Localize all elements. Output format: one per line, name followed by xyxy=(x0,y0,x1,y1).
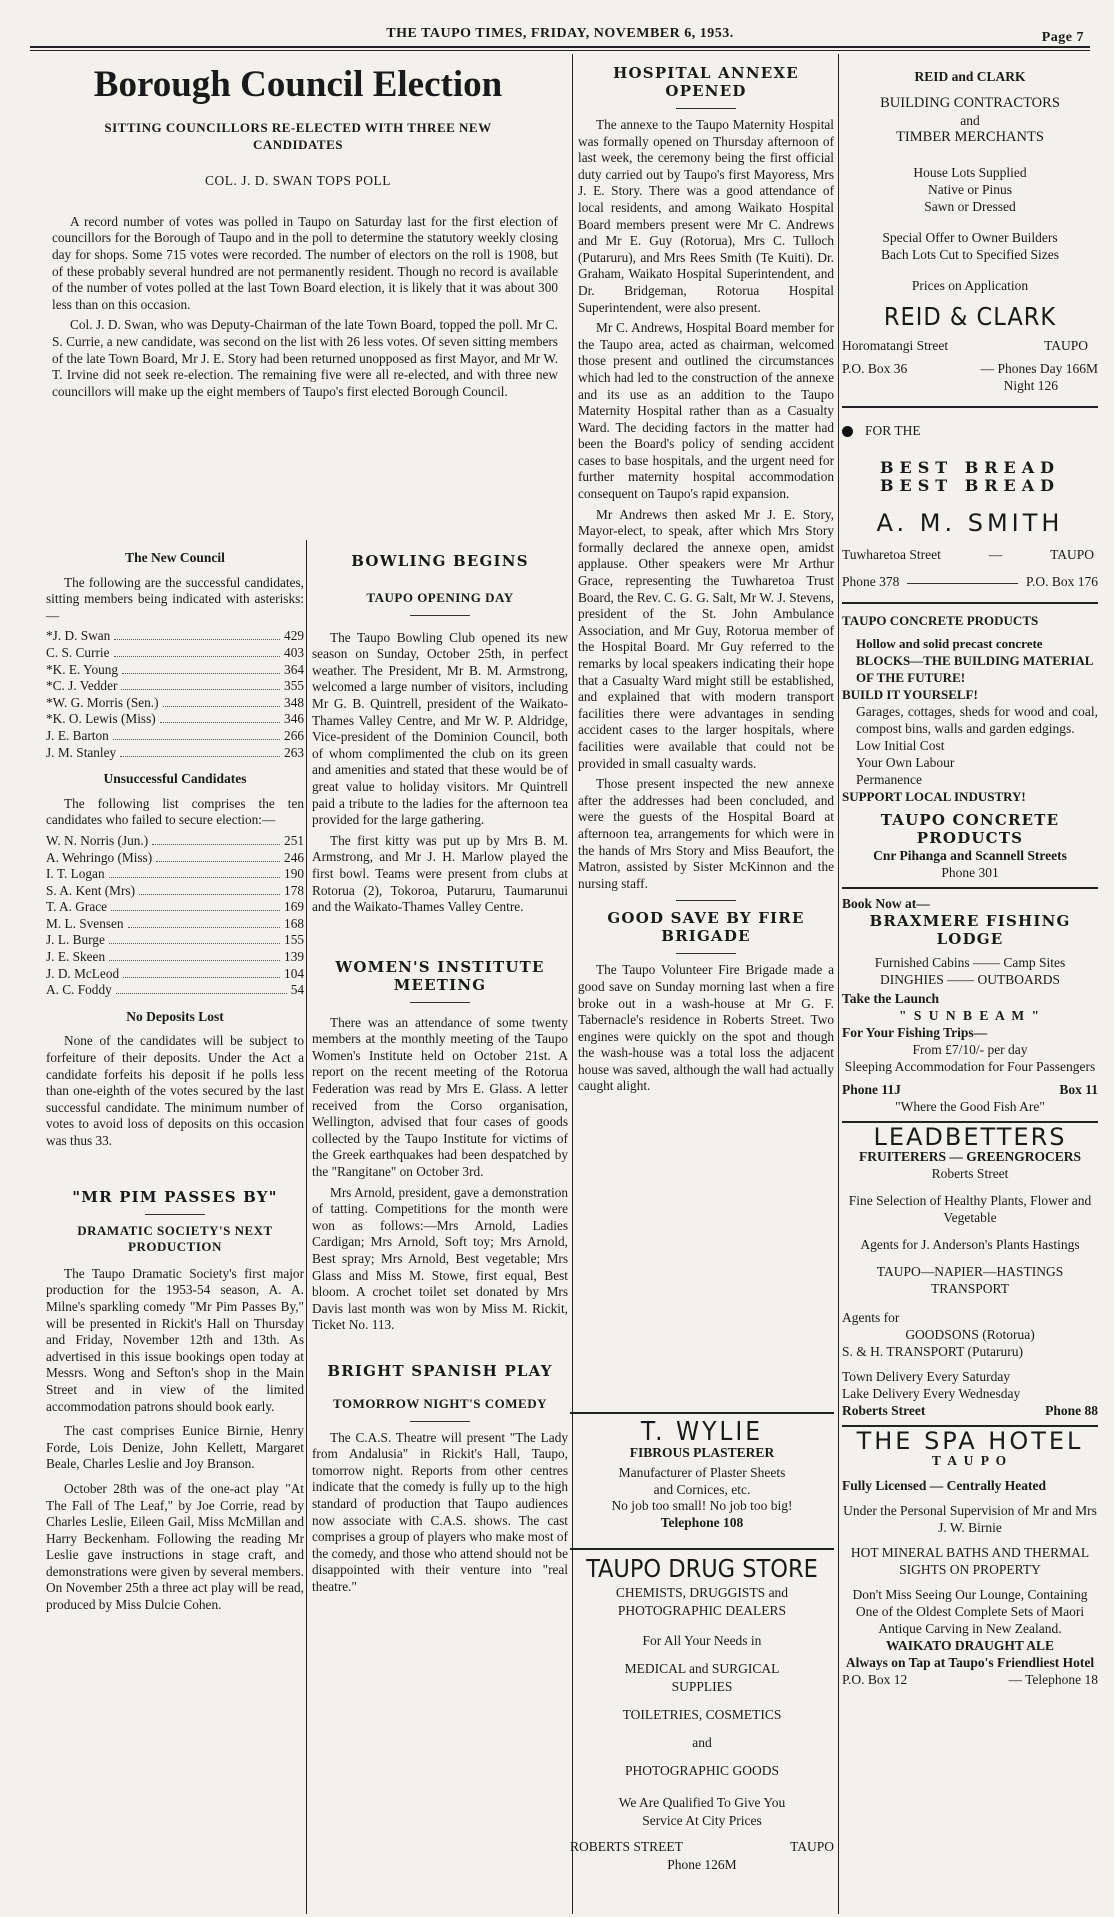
unsuccessful-list xyxy=(46,833,304,999)
leadbetters-line: TAUPO—NAPIER—HASTINGS TRANSPORT xyxy=(876,1264,1064,1296)
candidate-name: *K. O. Lewis (Miss) xyxy=(46,711,156,727)
drug-store-line: MEDICAL and SURGICAL xyxy=(624,1661,780,1676)
braxmere-launch: " S U N B E A M " xyxy=(898,1008,1041,1023)
candidate-row xyxy=(46,932,304,949)
candidate-row xyxy=(46,866,304,883)
drug-store-street: ROBERTS STREET xyxy=(570,1839,683,1854)
election-article xyxy=(32,58,564,404)
left-column xyxy=(46,540,304,1618)
smith-dash: — xyxy=(988,547,1003,562)
candidate-votes: 429 xyxy=(284,628,304,644)
braxmere-heading: BRAXMERE FISHING LODGE xyxy=(869,912,1071,948)
reid-line: TIMBER MERCHANTS xyxy=(896,129,1044,145)
braxmere-line: For Your Fishing Trips— xyxy=(842,1025,988,1040)
concrete-heading: TAUPO CONCRETE PRODUCTS xyxy=(842,613,1039,628)
braxmere-line: From £7/10/- per day xyxy=(912,1042,1028,1057)
candidate-name: S. A. Kent (Mrs) xyxy=(46,882,136,898)
election-headline: Borough Council Election xyxy=(93,64,503,105)
candidate-votes: 178 xyxy=(284,882,304,898)
short-rule xyxy=(676,953,736,954)
candidate-votes: 263 xyxy=(284,744,304,760)
smith-street: Tuwharetoa Street xyxy=(842,547,941,562)
reid-line: House Lots Supplied xyxy=(913,165,1027,180)
reid-line: and xyxy=(960,113,980,128)
unsuccessful-heading: Unsuccessful Candidates xyxy=(103,771,247,787)
pim-headline: "MR PIM PASSES BY" xyxy=(72,1187,278,1206)
right-column xyxy=(842,68,1098,1688)
candidate-votes: 104 xyxy=(284,965,304,981)
candidate-votes: 348 xyxy=(284,694,304,710)
new-council-intro: The following are the successful candidates, sitting members being indicated with asterisks:— xyxy=(46,574,304,623)
column-divider xyxy=(306,540,307,1914)
concrete-line: Permanence xyxy=(856,772,922,787)
spa-hotel-box: P.O. Box 12 xyxy=(842,1672,908,1687)
wylie-line: Manufacturer of Plaster Sheets xyxy=(618,1465,786,1481)
drug-store-line: For All Your Needs in xyxy=(642,1633,762,1648)
election-paragraph: A record number of votes was polled in Taupo on Saturday last for the first election of councillors for the Borough of Taupo and in the poll to determine the statutory weekly closing day for shops. Some 715 votes were recorded. The number of electors on the roll is 1908, but of these probably several hundred are not permanently resident. Though no record is available of the number of votes polled at the last Town Board election, it is likely that it was about 300 less than on this occasion. xyxy=(52,213,558,312)
spa-hotel-name: THE SPA HOTEL xyxy=(856,1427,1084,1455)
drug-store-line: CHEMISTS, DRUGGISTS and xyxy=(615,1585,789,1600)
candidate-name: J. M. Stanley xyxy=(46,744,117,760)
womens-paragraph: There was an attendance of some twenty members at the monthly meeting of the Taupo Women's Institute held on October 21st. A report on the recent meeting of the Rotorua Federation was read by Mrs E. Glass. A letter received from the Corso organisation, Wellington, advised that four cases of goods collected by the Taupo Institute for victims of the Greek earthquakes had been despatched by the "Rangitane" on October 3rd. xyxy=(312,1014,568,1180)
reid-line: Bach Lots Cut to Specified Sizes xyxy=(880,247,1060,262)
candidate-row xyxy=(46,628,304,645)
wylie-phone: Telephone 108 xyxy=(660,1514,744,1530)
short-rule xyxy=(676,900,736,901)
leadbetters-trade: FRUITERERS — GREENGROCERS xyxy=(858,1149,1082,1164)
drug-store-line: We Are Qualified To Give You xyxy=(618,1795,786,1810)
bowling-paragraph: The first kitty was put up by Mrs B. M. Armstrong, and Mr J. H. Marlow played the first bowl. Teams were present from clubs at Rotorua (2), Tokoroa, Putaruru, Taumarunui and the Waikato-Thames Valley Centre. xyxy=(312,832,568,915)
smith-best-bread: BEST BREAD xyxy=(879,458,1061,477)
braxmere-line: Sleeping Accommodation for Four Passengers xyxy=(844,1059,1096,1074)
candidate-row xyxy=(46,883,304,900)
drug-store-line: PHOTOGRAPHIC GOODS xyxy=(625,1763,779,1778)
bowling-subhead: TAUPO OPENING DAY xyxy=(366,590,514,605)
short-rule xyxy=(410,1002,470,1003)
hospital-paragraph: Mr C. Andrews, Hospital Board member for the Taupo area, acted as chairman, welcomed those present and outlined the circumstances which had led to the construction of the annexe and its use as an addition to the Taupo Maternity Hospital rather than as a Casualty Ward. The deciding factors in the matter had been the Board's policy of sending accident cases to base hospitals, and the urgent need for further maternity hospital accommodation consequent on Taupo's rapid expansion. xyxy=(578,320,834,502)
leadbetters-name: LEADBETTERS xyxy=(873,1123,1067,1151)
candidate-name: *W. G. Morris (Sen.) xyxy=(46,694,159,710)
concrete-line: SUPPORT LOCAL INDUSTRY! xyxy=(842,789,1026,804)
leadbetters-street-2: Roberts Street xyxy=(842,1403,926,1418)
hospital-headline: HOSPITAL ANNEXE OPENED xyxy=(613,64,799,100)
drug-store-line: PHOTOGRAPHIC DEALERS xyxy=(617,1603,787,1618)
ad-rule xyxy=(842,887,1098,889)
spa-hotel-line: Under the Personal Supervision of Mr and Mrs J. W. Birnie xyxy=(843,1503,1097,1535)
leadbetters-street: Roberts Street xyxy=(931,1166,1009,1181)
candidate-row xyxy=(46,745,304,762)
wylie-ad xyxy=(570,1412,834,1532)
drug-store-line: SUPPLIES xyxy=(671,1679,733,1694)
spa-hotel-line: WAIKATO DRAUGHT ALE xyxy=(885,1638,1055,1653)
spa-hotel-town: T A U P O xyxy=(931,1453,1009,1468)
reid-line: Special Offer to Owner Builders xyxy=(882,230,1058,245)
ad-rule xyxy=(842,602,1098,604)
spa-hotel-line: Always on Tap at Taupo's Friendliest Hotel xyxy=(845,1655,1095,1670)
leader-dots xyxy=(128,927,280,928)
leadbetters-line: Agents for J. Anderson's Plants Hastings xyxy=(860,1237,1080,1252)
concrete-line: Garages, cottages, sheds for wood and coal, compost bins, walls and garden edgings. xyxy=(856,704,1098,736)
leader-dots xyxy=(114,656,281,657)
candidate-votes: 403 xyxy=(284,644,304,660)
middle-column xyxy=(312,552,568,1600)
reid-logo: REID & CLARK xyxy=(883,302,1057,331)
candidate-votes: 346 xyxy=(284,711,304,727)
ad-rule xyxy=(842,406,1098,408)
braxmere-slogan: "Where the Good Fish Are" xyxy=(895,1099,1045,1114)
leader-dots xyxy=(114,639,280,640)
leader-dots xyxy=(152,844,280,845)
candidate-name: *K. E. Young xyxy=(46,661,119,677)
candidate-name: M. L. Svensen xyxy=(46,915,124,931)
candidate-votes: 139 xyxy=(284,949,304,965)
drug-store-line: Service At City Prices xyxy=(642,1813,762,1828)
smith-phone: Phone 378 xyxy=(842,574,900,589)
leader-dots xyxy=(111,910,280,911)
hospital-paragraph: The annexe to the Taupo Maternity Hospital was formally opened on Thursday afternoon of last week, the ceremony being the first official duty carried out by Taupo's first Mayoress, Mrs J. E. Story. There was a good attendance of local residents, and among Waikato Hospital Board members present were Mr C. Andrews and Mr E. Guy (Rotorua), Mrs C. Tulloch (Putaruru), and Mrs Rees Smith (Te Kuiti). Dr. Graham, Waikato Hospital Superintendent, and Dr. Bridgeman, Rotorua Hospital Superintendent, were also present. xyxy=(578,117,834,315)
candidate-name: *C. J. Vedder xyxy=(46,678,118,694)
pim-paragraph: The cast comprises Eunice Birnie, Henry Forde, Lois Denize, John Kellett, Margaret Beale, Charles Leslie and Joy Branson. xyxy=(46,1423,304,1472)
concrete-line: Your Own Labour xyxy=(856,755,955,770)
womens-paragraph: Mrs Arnold, president, gave a demonstration of tatting. Competitions for the month were won as follows:—Mrs Arnold, Ladies Cardigan; Mrs Arnold, Soft toy; Mrs Arnold, Best spray; Mrs Arnold, Best vegetable; Mrs Glass and Miss M. Stowe, first equal, Best bloom. A crochet toilet set donated by Mrs Davis last month was won by Miss M. Rickit, Ticket No. 113. xyxy=(312,1184,568,1333)
bowling-headline: BOWLING BEGINS xyxy=(351,552,529,570)
braxmere-line: Take the Launch xyxy=(842,991,940,1006)
pim-paragraph: The Taupo Dramatic Society's first major production for the 1953-54 season, A. A. Milne's sparkling comedy "Mr Pim Passes By," will be presented in Rickit's Hall on Thursday and Friday, November 12th and 13th. As advertised in this issue bookings open today at Messrs. Wong and Sefton's shop in the Main Street and in view of the limited accommodation patrons should book early. xyxy=(46,1265,304,1414)
candidate-name: T. A. Grace xyxy=(46,899,108,915)
deposits-paragraph: None of the candidates will be subject to forfeiture of their deposits. Under the Act a candidate forfeits his deposit if he polls less than one-eighth of the votes secured by the last successful candidate. The minimum number of votes to avoid loss of deposits on this occasion was thus 33. xyxy=(46,1033,304,1148)
smith-best-bread: BEST BREAD xyxy=(879,476,1061,495)
candidate-votes: 54 xyxy=(290,982,304,998)
smith-name: A. M. SMITH xyxy=(876,509,1064,537)
leader-dots xyxy=(120,756,280,757)
leader-dots xyxy=(123,977,280,978)
page-number: Page 7 xyxy=(1041,30,1084,45)
drug-store-ad xyxy=(570,1548,834,1874)
candidate-row xyxy=(46,728,304,745)
candidate-row xyxy=(46,711,304,728)
braxmere-phone: Phone 11J xyxy=(842,1082,901,1097)
new-council-list xyxy=(46,628,304,761)
candidate-name: J. L. Burge xyxy=(46,932,105,948)
hospital-paragraph: Those present inspected the new annexe after the addresses had been concluded, and were the guests of the Hospital Board at afternoon tea, arrangements for which were in the hands of Mrs Story and Miss Beaufort, the Matron, assisted by Sister McKinnon and the nursing staff. xyxy=(578,776,834,891)
election-subhead: SITTING COUNCILLORS RE-ELECTED WITH THREE NEW CANDIDATES xyxy=(104,120,492,152)
fire-headline: GOOD SAVE BY FIRE BRIGADE xyxy=(607,909,805,946)
candidate-name: C. S. Currie xyxy=(46,644,110,660)
short-rule xyxy=(410,1421,470,1422)
third-column xyxy=(578,64,834,1099)
leader-dots xyxy=(109,877,280,878)
candidate-votes: 169 xyxy=(284,899,304,915)
candidate-votes: 190 xyxy=(284,866,304,882)
concrete-heading-2: TAUPO CONCRETE PRODUCTS xyxy=(880,811,1060,847)
spa-hotel-phone: — Telephone 18 xyxy=(1008,1672,1098,1687)
wylie-trade: FIBROUS PLASTERER xyxy=(629,1444,775,1460)
womens-headline: WOMEN'S INSTITUTE MEETING xyxy=(335,957,545,994)
candidate-row xyxy=(46,899,304,916)
leadbetters-line: Fine Selection of Healthy Plants, Flower and Vegetable xyxy=(848,1193,1092,1225)
candidate-name: *J. D. Swan xyxy=(46,628,111,644)
leadbetters-line: Town Delivery Every Saturday xyxy=(842,1369,1011,1384)
reid-line: Prices on Application xyxy=(911,278,1029,293)
reid-line: Native or Pinus xyxy=(928,182,1012,197)
pim-paragraph: October 28th was of the one-act play "At The Fall of The Leaf," by Joe Corrie, read by Charles Leslie, Eileen Gail, Miss McMillan and Harry Beckenham. Following the reading Mr Leslie gave instructions in stage craft, and demonstrations were given by several members. On November 25th a three act play will be read, produced by Miss Dulcie Cohen. xyxy=(46,1480,304,1613)
candidate-name: J. E. Barton xyxy=(46,727,109,743)
drug-store-line: and xyxy=(692,1735,712,1750)
election-paragraph: Col. J. D. Swan, who was Deputy-Chairman of the late Town Board, topped the poll. Mr C. S. Currie, a new candidate, was second on the list with 26 less votes. Of seven sitting members of the late Town Board, Mr J. E. Story had been returned unopposed as first Mayor, and Mr W. T. Irvine did not seek re-election. The remaining five were all re-elected, and with three new councillors will make up the eight members of Taupo's first elected Borough Council. xyxy=(52,317,558,399)
candidate-row xyxy=(46,695,304,712)
smith-box: P.O. Box 176 xyxy=(1025,574,1098,589)
candidate-votes: 155 xyxy=(284,932,304,948)
leadbetters-line: Lake Delivery Every Wednesday xyxy=(842,1386,1021,1401)
hospital-paragraph: Mr Andrews then asked Mr J. E. Story, Mayor-elect, to speak, after which Mrs Story formally declared the annexe open, amidst applause. Other speakers were Mr Arthur Grace, representing the Tuwharetoa Trust Board, the Rev. C. G. G. Salt, Mr W. J. Stevens, president of the St. John Ambulance Association, and Mr Guy, Rotorua member of the Hospital Board. Mr Guy referred to the remarks by local speakers indicating their hope that a Casualty Ward might still be established, and explained that with modern transport facilities there were advantages in sending accident cases to the larger hospitals, where facilities were available that could not be provided in small casualty wards. xyxy=(578,506,834,771)
leader-dots xyxy=(116,993,287,994)
drug-store-name: TAUPO DRUG STORE xyxy=(586,1554,818,1583)
leader-dots xyxy=(113,739,280,740)
leader-dots xyxy=(163,706,281,707)
reid-night: Night 126 xyxy=(1003,378,1058,393)
spa-hotel-line: Fully Licensed — Centrally Heated xyxy=(842,1478,1046,1493)
candidate-votes: 246 xyxy=(284,849,304,865)
candidate-row xyxy=(46,966,304,983)
concrete-line: BUILD IT YOURSELF! xyxy=(842,687,978,702)
masthead-title: THE TAUPO TIMES, FRIDAY, NOVEMBER 6, 1953. xyxy=(386,26,734,41)
drug-store-line: TOILETRIES, COSMETICS xyxy=(622,1707,782,1722)
bowling-paragraph: The Taupo Bowling Club opened its new season on Sunday, October 25th, in perfect weather. The President, Mr B. M. Armstrong, welcomed a large number of visitors, including Mr G. B. Quintrell, president of the Waikato-Thames Valley Centre, and Mr W. P. Aldridge, Vice-president of the Dominion Council, both of whom complimented the club on its green and amenities and stated that these would be of great value to holiday visitors. Mr Quintrell paid a tribute to the ladies for the afternoon tea provided for the large gathering. xyxy=(312,629,568,828)
reid-line: Sawn or Dressed xyxy=(924,199,1016,214)
braxmere-line: DINGHIES —— OUTBOARDS xyxy=(879,972,1060,987)
candidate-votes: 355 xyxy=(284,678,304,694)
pim-subhead: DRAMATIC SOCIETY'S NEXT PRODUCTION xyxy=(77,1222,273,1255)
unsuccessful-intro: The following list comprises the ten candidates who failed to secure election:— xyxy=(46,795,304,828)
concrete-line: Hollow and solid precast concrete BLOCKS—THE BUILDING MATERIAL OF THE FUTURE! xyxy=(856,636,1093,685)
deposits-heading: No Deposits Lost xyxy=(126,1008,224,1024)
spa-hotel-line: Don't Miss Seeing Our Lounge, Containing One of the Oldest Complete Sets of Maori Antique Carving in New Zealand. xyxy=(852,1587,1088,1636)
bullet-icon xyxy=(842,426,853,437)
leader-dots xyxy=(139,894,280,895)
candidate-row xyxy=(46,982,304,999)
masthead-rule xyxy=(30,46,1090,48)
candidate-votes: 266 xyxy=(284,727,304,743)
candidate-name: A. C. Foddy xyxy=(46,982,112,998)
short-rule xyxy=(410,615,470,616)
leader-dots xyxy=(121,689,280,690)
candidate-name: I. T. Logan xyxy=(46,866,105,882)
short-rule xyxy=(676,108,736,109)
leadbetters-line: GOODSONS (Rotorua) xyxy=(905,1327,1035,1342)
candidate-row xyxy=(46,662,304,679)
leadbetters-line: S. & H. TRANSPORT (Putaruru) xyxy=(842,1344,1023,1359)
wylie-line: and Cornices, etc. xyxy=(653,1481,751,1497)
spanish-headline: BRIGHT SPANISH PLAY xyxy=(327,1361,553,1380)
candidate-name: J. E. Skeen xyxy=(46,949,106,965)
reid-box: P.O. Box 36 xyxy=(842,361,908,376)
leadbetters-phone: Phone 88 xyxy=(1045,1403,1098,1418)
reid-line: BUILDING CONTRACTORS xyxy=(880,95,1060,111)
spa-hotel-line: HOT MINERAL BATHS AND THERMAL SIGHTS ON PROPERTY xyxy=(850,1545,1090,1577)
wylie-line: No job too small! No job too big! xyxy=(611,1498,793,1514)
fire-paragraph: The Taupo Volunteer Fire Brigade made a good save on Sunday morning last when a fire broke out in a wash-house at Mr G. F. Tabernacle's residence in Roberts Street. Two engines were quickly on the spot and though the wash-house was a total loss the adjacent house was saved, although the wall had actually caught alight. xyxy=(578,962,834,1094)
candidate-votes: 251 xyxy=(284,832,304,848)
candidate-row xyxy=(46,645,304,662)
braxmere-box: Box 11 xyxy=(1059,1082,1098,1097)
candidate-row xyxy=(46,850,304,867)
concrete-address: Cnr Pihanga and Scannell Streets xyxy=(873,848,1067,863)
candidate-votes: 364 xyxy=(284,661,304,677)
leader-dots xyxy=(109,960,280,961)
drug-store-phone: Phone 126M xyxy=(667,1857,737,1872)
braxmere-book: Book Now at— xyxy=(842,896,930,911)
smith-for: FOR THE xyxy=(865,423,921,438)
masthead-rule-thin xyxy=(30,50,1090,51)
candidate-row xyxy=(46,949,304,966)
braxmere-line: Furnished Cabins —— Camp Sites xyxy=(874,955,1066,970)
candidate-name: A. Wehringo (Miss) xyxy=(46,849,153,865)
candidate-name: J. D. McLeod xyxy=(46,965,120,981)
reid-phones: — Phones Day 166M xyxy=(980,361,1098,376)
column-divider xyxy=(838,54,839,1914)
candidate-row xyxy=(46,916,304,933)
candidate-votes: 168 xyxy=(284,915,304,931)
wylie-name: T. WYLIE xyxy=(640,1417,764,1447)
concrete-phone: Phone 301 xyxy=(941,865,999,880)
leadbetters-line: Agents for xyxy=(842,1310,900,1325)
spanish-paragraph: The C.A.S. Theatre will present "The Lady from Andalusia" in Rickit's Hall, Taupo, tomorrow night. Reports from other centres indicate that the comedy is fully up to the high standard of production that Taupo audiences now associate with C.A.S. shows. The cast comprises a group of players who make most of the comedy, and those who attend should not be disappointed with their venture into "real theatre." xyxy=(312,1429,568,1594)
smith-town: TAUPO xyxy=(1050,547,1094,562)
leader-dots xyxy=(160,722,280,723)
new-council-heading: The New Council xyxy=(125,550,225,565)
leader-dots xyxy=(122,673,280,674)
spanish-subhead: TOMORROW NIGHT'S COMEDY xyxy=(333,1395,547,1411)
drug-store-town: TAUPO xyxy=(790,1839,834,1854)
leader-dots xyxy=(156,861,280,862)
reid-heading: REID and CLARK xyxy=(914,69,1026,84)
leader-dots xyxy=(109,943,280,944)
reid-town: TAUPO xyxy=(1044,338,1088,353)
concrete-line: Low Initial Cost xyxy=(856,738,945,753)
candidate-row xyxy=(46,678,304,695)
candidate-row xyxy=(46,833,304,850)
reid-street: Horomatangi Street xyxy=(842,338,949,353)
short-rule xyxy=(145,1214,205,1215)
candidate-name: W. N. Norris (Jun.) xyxy=(46,832,149,848)
election-subhead-2: COL. J. D. SWAN TOPS POLL xyxy=(204,173,392,189)
